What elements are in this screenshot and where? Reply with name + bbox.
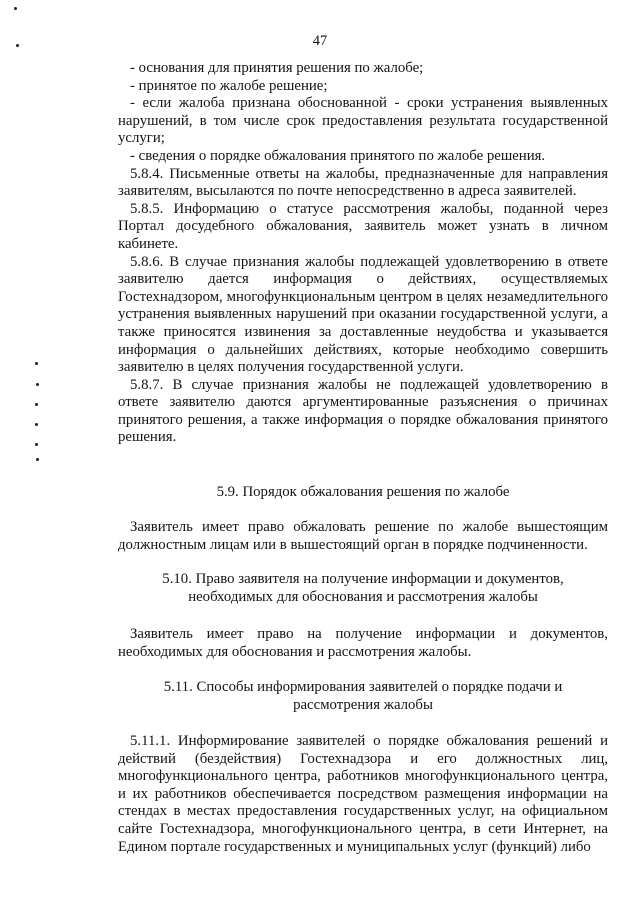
heading-text: 5.11. Способы информирования заявителей о порядке подачи и xyxy=(163,679,563,695)
paragraph-5-9: Заявитель имеет право обжаловать решение по жалобе вышестоящим должностным лицам или в вышестоящий орган в порядке подчиненности. xyxy=(118,519,608,553)
margin-mark xyxy=(14,7,17,10)
paragraph-5-8-6: 5.8.6. В случае признания жалобы подлежащей удовлетворению в ответе заявителю дается информация о действиях, осуществляемых Гостехнадзором, многофункциональным центром в целях незамедлительного устранения выявленных нарушений при оказании государственной услуги, а также приносятся извинения за доставленные неудобства и указывается информация о дальнейших действиях, которые необходимо совершить заявителю в целях получения государственной услуги. xyxy=(118,253,608,376)
page-number: 47 xyxy=(312,33,328,49)
paragraph-5-8-7: 5.8.7. В случае признания жалобы не подлежащей удовлетворению в ответе заявителю даются аргументированные разъяснения о причинах принятого решения, а также информация о порядке обжалования принятого решения. xyxy=(118,376,608,446)
paragraph-5-10: Заявитель имеет право на получение информации и документов, необходимых для обоснования и рассмотрения жалобы. xyxy=(118,626,608,660)
heading-text: 5.9. Порядок обжалования решения по жалобе xyxy=(216,484,510,500)
body-section-5-8 xyxy=(118,60,608,447)
section-heading-5-11 xyxy=(118,679,608,714)
margin-mark xyxy=(36,383,39,386)
margin-mark xyxy=(35,423,38,426)
paragraph-5-11-1: 5.11.1. Информирование заявителей о порядке обжалования решений и действий (бездействия) Гостехнадзора и его должностных лиц, многофункционального центра, работников многофункционального центра, и их работников обеспечивается посредством размещения информации на стендах в местах предоставления государственных услуг, на официальном сайте Гостехнадзора, многофункционального центра, в сети Интернет, на Едином портале государственных и муниципальных услуг (функций) либо xyxy=(118,733,608,855)
list-item: - принятое по жалобе решение; xyxy=(130,77,328,94)
margin-mark xyxy=(35,362,38,365)
list-item: - если жалоба признана обоснованной - сроки устранения выявленных нарушений, в том числе срок предоставления результата государственной услуги; xyxy=(118,95,608,147)
heading-text: 5.10. Право заявителя на получение информации и документов, xyxy=(162,571,564,587)
list-item: - сведения о порядке обжалования принятого по жалобе решения. xyxy=(130,147,546,164)
margin-mark xyxy=(16,44,19,47)
body-section-5-9 xyxy=(118,519,608,554)
section-heading-5-9 xyxy=(118,484,608,502)
paragraph-5-8-5: 5.8.5. Информацию о статусе рассмотрения жалобы, поданной через Портал досудебного обжалования, заявитель может узнать в личном кабинете. xyxy=(118,200,608,252)
section-heading-5-10 xyxy=(118,571,608,606)
margin-mark xyxy=(36,458,39,461)
list-item: - основания для принятия решения по жалобе; xyxy=(130,60,424,76)
heading-text: необходимых для обоснования и рассмотрения жалобы xyxy=(188,588,538,605)
paragraph-5-8-4: 5.8.4. Письменные ответы на жалобы, предназначенные для направления заявителям, высылаются по почте непосредственно в адреса заявителей. xyxy=(118,165,608,200)
body-section-5-11 xyxy=(118,733,608,856)
heading-text: рассмотрения жалобы xyxy=(293,696,433,713)
body-section-5-10 xyxy=(118,626,608,661)
margin-mark xyxy=(35,443,38,446)
margin-mark xyxy=(35,403,38,406)
